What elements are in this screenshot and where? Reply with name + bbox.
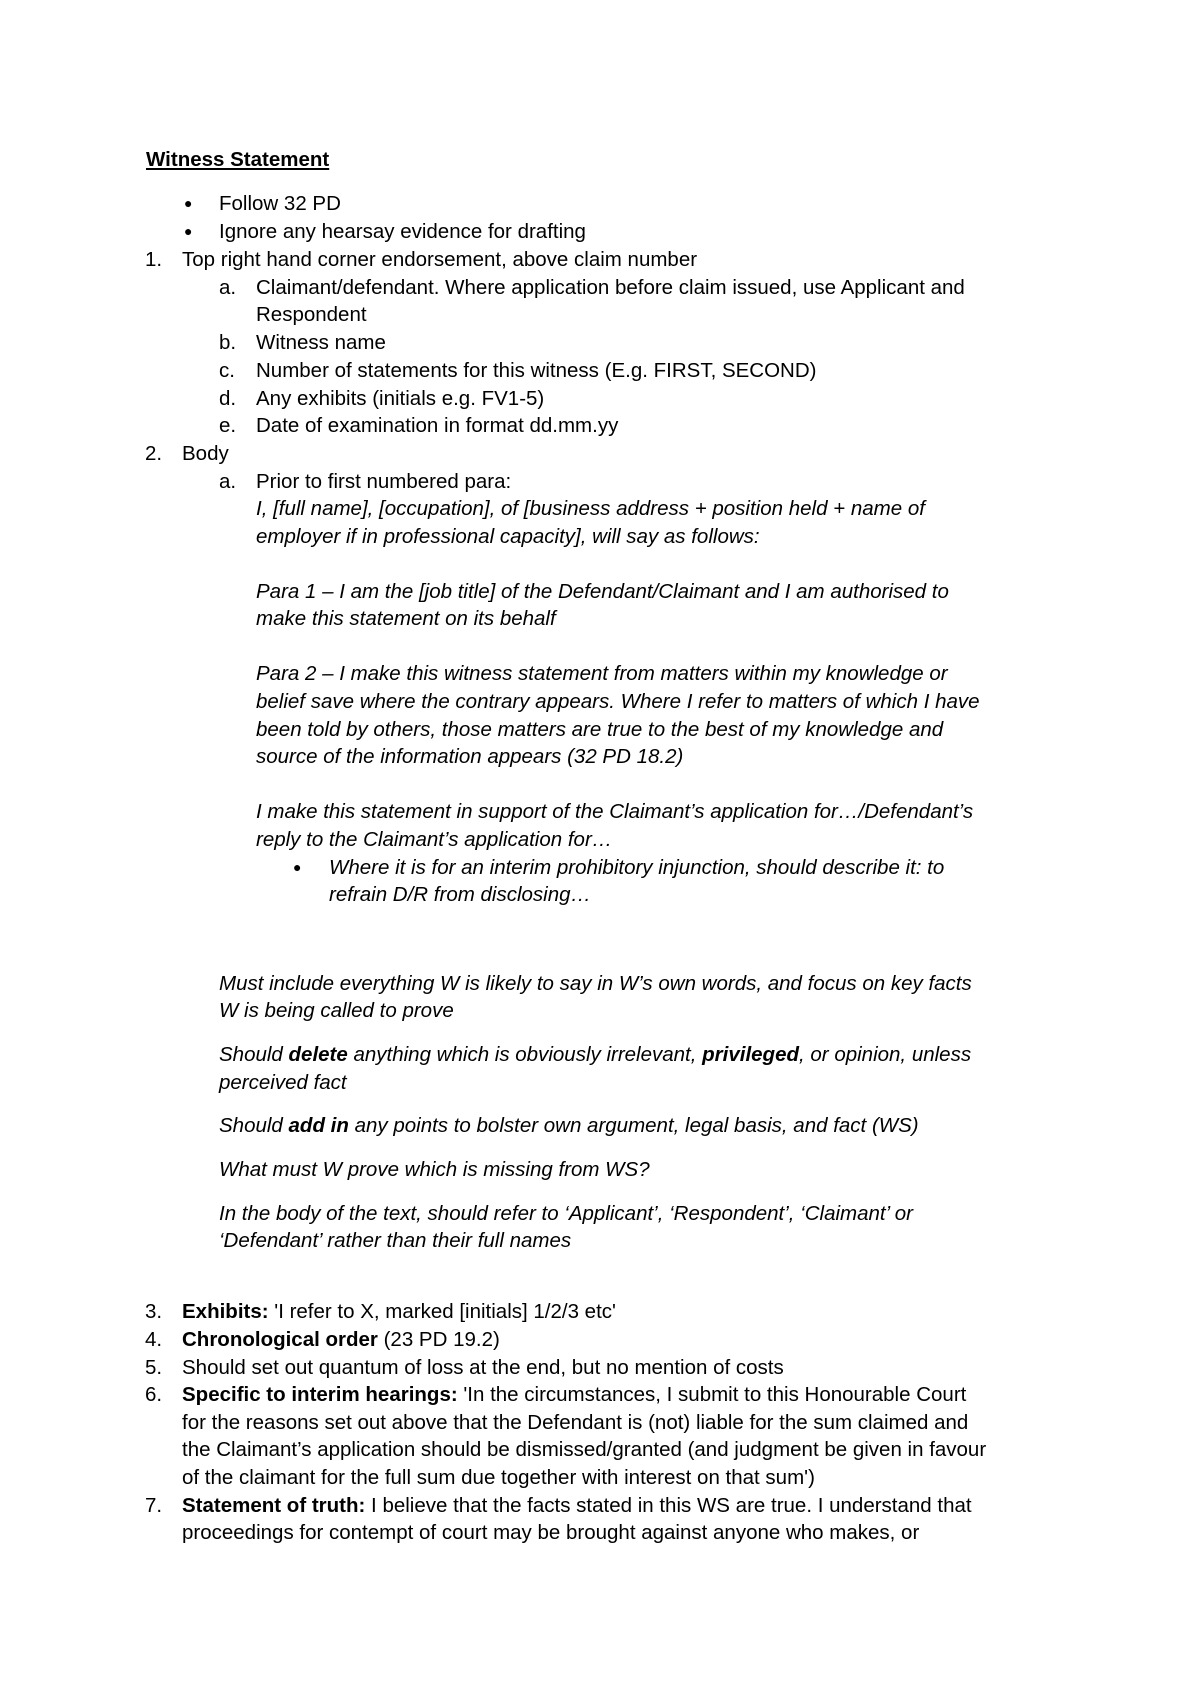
list-number: 5. — [145, 1356, 163, 1379]
list-number: 6. — [145, 1383, 163, 1406]
bullet-icon: ● — [184, 223, 193, 239]
list-item-continuation: proceedings for contempt of court may be brought against anyone who makes, or — [182, 1521, 920, 1544]
note-line: Should delete anything which is obviously irrelevant, privileged, or opinion, unless — [219, 1043, 972, 1066]
list-item: Statement of truth: I believe that the facts stated in this WS are true. I understand that — [182, 1494, 972, 1517]
emphasis-add-in: add in — [288, 1114, 349, 1137]
list-item: Should set out quantum of loss at the end, but no mention of costs — [182, 1356, 784, 1379]
note-line: What must W prove which is missing from WS? — [219, 1158, 650, 1181]
note-line: perceived fact — [219, 1071, 347, 1094]
list-item: Body — [182, 442, 229, 465]
note-line: ‘Defendant’ rather than their full names — [219, 1229, 572, 1252]
sub-list-letter: e. — [219, 414, 237, 437]
note-line: In the body of the text, should refer to ‘Applicant’, ‘Respondent’, ‘Claimant’ or — [219, 1202, 913, 1225]
list-item: Exhibits: 'I refer to X, marked [initials] 1/2/3 etc' — [182, 1300, 616, 1323]
list-item: Specific to interim hearings: 'In the circumstances, I submit to this Honourable Court — [182, 1383, 967, 1406]
list-number: 2. — [145, 442, 163, 465]
sub-list-letter: d. — [219, 387, 237, 410]
sub-list-letter: a. — [219, 276, 237, 299]
bullet-icon: ● — [184, 195, 193, 211]
list-item: Top right hand corner endorsement, above claim number — [182, 248, 698, 271]
list-number: 4. — [145, 1328, 163, 1351]
bullet-item: Ignore any hearsay evidence for drafting — [219, 220, 586, 243]
sub-bullet-item: Where it is for an interim prohibitory injunction, should describe it: to — [329, 856, 945, 879]
note-line: Should add in any points to bolster own argument, legal basis, and fact (WS) — [219, 1114, 919, 1137]
template-text: Para 2 – I make this witness statement from matters within my knowledge or — [256, 662, 948, 685]
template-text: I make this statement in support of the Claimant’s application for…/Defendant’s — [256, 800, 974, 823]
template-text: I, [full name], [occupation], of [business address + position held + name of — [256, 497, 925, 520]
sub-list-item: Claimant/defendant. Where application before claim issued, use Applicant and — [256, 276, 965, 299]
bullet-icon: ● — [293, 859, 302, 875]
list-number: 3. — [145, 1300, 163, 1323]
template-text: belief save where the contrary appears. Where I refer to matters of which I have — [256, 690, 980, 713]
template-text: source of the information appears (32 PD 18.2) — [256, 745, 684, 768]
sub-list-letter: b. — [219, 331, 237, 354]
sub-list-letter: c. — [219, 359, 235, 382]
document-title: Witness Statement — [146, 148, 330, 171]
note-line: W is being called to prove — [219, 999, 454, 1022]
sub-list-item: Number of statements for this witness (E.g. FIRST, SECOND) — [256, 359, 817, 382]
bullet-item: Follow 32 PD — [219, 192, 341, 215]
sub-list-item: Witness name — [256, 331, 386, 354]
sub-list-item-continuation: Respondent — [256, 303, 367, 326]
template-text: Para 1 – I am the [job title] of the Defendant/Claimant and I am authorised to — [256, 580, 949, 603]
list-item-continuation: for the reasons set out above that the Defendant is (not) liable for the sum claimed and — [182, 1411, 969, 1434]
sub-list-item: Date of examination in format dd.mm.yy — [256, 414, 619, 437]
note-line: Must include everything W is likely to say in W’s own words, and focus on key facts — [219, 972, 972, 995]
list-number: 1. — [145, 248, 163, 271]
sub-list-letter: a. — [219, 470, 237, 493]
template-text: reply to the Claimant’s application for… — [256, 828, 613, 851]
template-text: make this statement on its behalf — [256, 607, 556, 630]
list-item-continuation: of the claimant for the full sum due together with interest on that sum') — [182, 1466, 815, 1489]
template-text: employer if in professional capacity], will say as follows: — [256, 525, 760, 548]
list-number: 7. — [145, 1494, 163, 1517]
emphasis-delete: delete — [288, 1043, 348, 1066]
sub-list-item: Any exhibits (initials e.g. FV1-5) — [256, 387, 545, 410]
sub-list-item: Prior to first numbered para: — [256, 470, 512, 493]
list-item: Chronological order (23 PD 19.2) — [182, 1328, 500, 1351]
template-text: been told by others, those matters are true to the best of my knowledge and — [256, 718, 944, 741]
sub-bullet-item-continuation: refrain D/R from disclosing… — [329, 883, 592, 906]
list-item-continuation: the Claimant’s application should be dismissed/granted (and judgment be given in favour — [182, 1438, 987, 1461]
emphasis-privileged: privileged — [702, 1043, 799, 1066]
